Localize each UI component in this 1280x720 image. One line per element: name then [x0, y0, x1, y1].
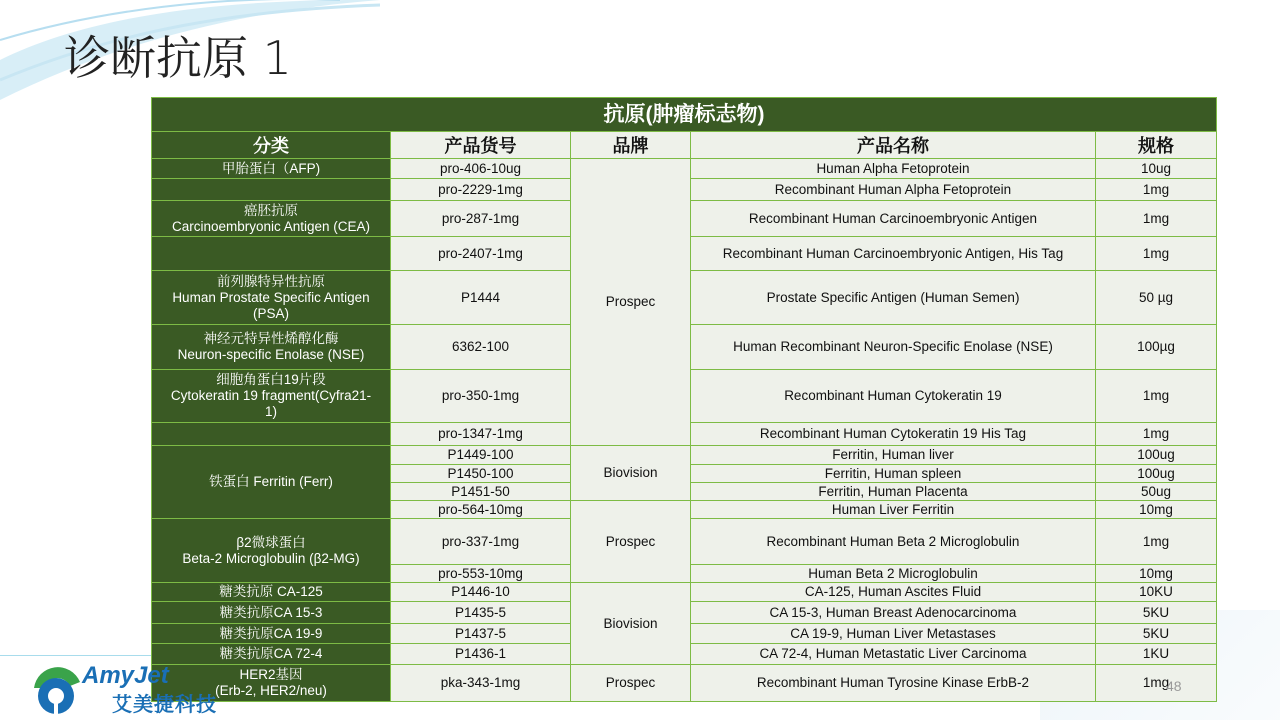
divider-line: [0, 655, 160, 656]
antigen-table: [151, 97, 1217, 702]
product-code-cell: P1449-100: [391, 446, 571, 465]
product-name-cell: CA-125, Human Ascites Fluid: [691, 583, 1096, 602]
product-code-cell: pro-1347-1mg: [391, 423, 571, 446]
table-header-row: [152, 132, 1217, 159]
logo-chinese-text: 艾美捷科技: [112, 694, 217, 716]
product-name-cell: Recombinant Human Tyrosine Kinase ErbB-2: [691, 665, 1096, 702]
spec-cell: 1mg: [1096, 519, 1217, 565]
spec-cell: 5KU: [1096, 624, 1217, 644]
product-name-cell: CA 19-9, Human Liver Metastases: [691, 624, 1096, 644]
product-name-cell: CA 15-3, Human Breast Adenocarcinoma: [691, 602, 1096, 624]
header-spec: 规格: [1096, 132, 1217, 159]
product-name-cell: Recombinant Human Carcinoembryonic Antigen: [691, 201, 1096, 237]
product-name-cell: Ferritin, Human spleen: [691, 465, 1096, 483]
product-code-cell: P1436-1: [391, 644, 571, 665]
category-line: Neuron-specific Enolase (NSE): [177, 347, 365, 362]
category-line: 神经元特异性烯醇化酶: [203, 331, 339, 346]
spec-cell: 1mg: [1096, 370, 1217, 423]
category-cell: [152, 583, 391, 602]
table-title: 抗原(肿瘤标志物): [152, 98, 1217, 132]
product-code-cell: pro-287-1mg: [391, 201, 571, 237]
category-line: 前列腺特异性抗原: [217, 273, 325, 289]
category-cell: [152, 624, 391, 644]
category-line: 糖类抗原CA 19-9: [219, 625, 323, 641]
category-cell: [152, 201, 391, 237]
category-line: 糖类抗原 CA-125: [219, 584, 323, 599]
product-code-cell: pro-337-1mg: [391, 519, 571, 565]
product-name-cell: Human Recombinant Neuron-Specific Enolase (NSE): [691, 325, 1096, 370]
category-line: 糖类抗原CA 15-3: [219, 604, 323, 620]
category-cell: [152, 237, 391, 271]
product-name-cell: Recombinant Human Cytokeratin 19 His Tag: [691, 423, 1096, 446]
slide-title: 诊断抗原 1: [64, 31, 292, 85]
product-code-cell: pka-343-1mg: [391, 665, 571, 702]
spec-cell: 1mg: [1096, 237, 1217, 271]
spec-cell: 100ug: [1096, 446, 1217, 465]
spec-cell: 1mg: [1096, 201, 1217, 237]
page-number: 48: [1166, 678, 1182, 694]
product-name-cell: Ferritin, Human liver: [691, 446, 1096, 465]
category-line: 糖类抗原CA 72-4: [219, 646, 323, 661]
product-name-cell: Recombinant Human Carcinoembryonic Antigen, His Tag: [691, 237, 1096, 271]
category-cell: [152, 179, 391, 201]
category-line: Cytokeratin 19 fragment(Cyfra21-: [170, 388, 372, 403]
spec-cell: 1KU: [1096, 644, 1217, 665]
product-code-cell: P1450-100: [391, 465, 571, 483]
category-line: 甲胎蛋白（AFP): [221, 160, 321, 176]
category-cell: [152, 602, 391, 624]
product-code-cell: pro-2229-1mg: [391, 179, 571, 201]
product-name-cell: Recombinant Human Beta 2 Microglobulin: [691, 519, 1096, 565]
product-code-cell: P1435-5: [391, 602, 571, 624]
product-code-cell: pro-2407-1mg: [391, 237, 571, 271]
product-name-cell: Human Alpha Fetoprotein: [691, 159, 1096, 179]
category-cell: [152, 370, 391, 423]
product-name-cell: Ferritin, Human Placenta: [691, 483, 1096, 501]
product-name-cell: Prostate Specific Antigen (Human Semen): [691, 271, 1096, 325]
product-name-cell: Recombinant Human Cytokeratin 19: [691, 370, 1096, 423]
product-code-cell: P1446-10: [391, 583, 571, 602]
category-line: Human Prostate Specific Antigen: [172, 289, 370, 305]
brand-cell: Prospec: [571, 159, 691, 446]
spec-cell: 1mg: [1096, 423, 1217, 446]
spec-cell: 1mg: [1096, 665, 1217, 702]
brand-cell: Prospec: [571, 665, 691, 702]
spec-cell: 10mg: [1096, 565, 1217, 583]
category-line: 癌胚抗原: [244, 202, 298, 218]
product-name-cell: Human Liver Ferritin: [691, 501, 1096, 519]
category-line: Carcinoembryonic Antigen (CEA): [171, 218, 371, 234]
product-code-cell: P1437-5: [391, 624, 571, 644]
spec-cell: 1mg: [1096, 179, 1217, 201]
table-row: [152, 583, 1217, 602]
header-code: 产品货号: [391, 132, 571, 159]
table-row: [152, 159, 1217, 179]
category-line: (Erb-2, HER2/neu): [215, 683, 327, 698]
table-row: [152, 446, 1217, 465]
product-name-cell: Recombinant Human Alpha Fetoprotein: [691, 179, 1096, 201]
category-line: HER2基因: [239, 667, 303, 682]
category-cell: [152, 159, 391, 179]
category-line: 细胞角蛋白19片段: [216, 372, 326, 387]
spec-cell: 5KU: [1096, 602, 1217, 624]
spec-cell: 50ug: [1096, 483, 1217, 501]
product-code-cell: pro-350-1mg: [391, 370, 571, 423]
product-name-cell: CA 72-4, Human Metastatic Liver Carcinoma: [691, 644, 1096, 665]
brand-cell: Prospec: [571, 501, 691, 583]
spec-cell: 10ug: [1096, 159, 1217, 179]
brand-cell: Biovision: [571, 583, 691, 665]
spec-cell: 100ug: [1096, 465, 1217, 483]
product-code-cell: 6362-100: [391, 325, 571, 370]
spec-cell: 10KU: [1096, 583, 1217, 602]
spec-cell: 100µg: [1096, 325, 1217, 370]
logo-text: AmyJet: [82, 662, 169, 689]
category-line: Beta-2 Microglobulin (β2-MG): [182, 550, 360, 566]
product-code-cell: pro-406-10ug: [391, 159, 571, 179]
product-code-cell: pro-564-10mg: [391, 501, 571, 519]
category-line: β2微球蛋白: [236, 534, 306, 550]
header-brand: 品牌: [571, 132, 691, 159]
product-name-cell: Human Beta 2 Microglobulin: [691, 565, 1096, 583]
category-line: 1): [264, 404, 277, 419]
table-row: [152, 665, 1217, 702]
category-cell: [152, 446, 391, 519]
header-category: 分类: [152, 132, 391, 159]
category-cell: [152, 519, 391, 583]
product-code-cell: P1444: [391, 271, 571, 325]
product-code-cell: pro-553-10mg: [391, 565, 571, 583]
spec-cell: 10mg: [1096, 501, 1217, 519]
category-line: 铁蛋白 Ferritin (Ferr): [209, 474, 333, 489]
category-cell: [152, 325, 391, 370]
product-code-cell: P1451-50: [391, 483, 571, 501]
category-cell: [152, 271, 391, 325]
category-line: (PSA): [252, 305, 289, 321]
header-name: 产品名称: [691, 132, 1096, 159]
brand-cell: Biovision: [571, 446, 691, 501]
category-cell: [152, 423, 391, 446]
spec-cell: 50 µg: [1096, 271, 1217, 325]
